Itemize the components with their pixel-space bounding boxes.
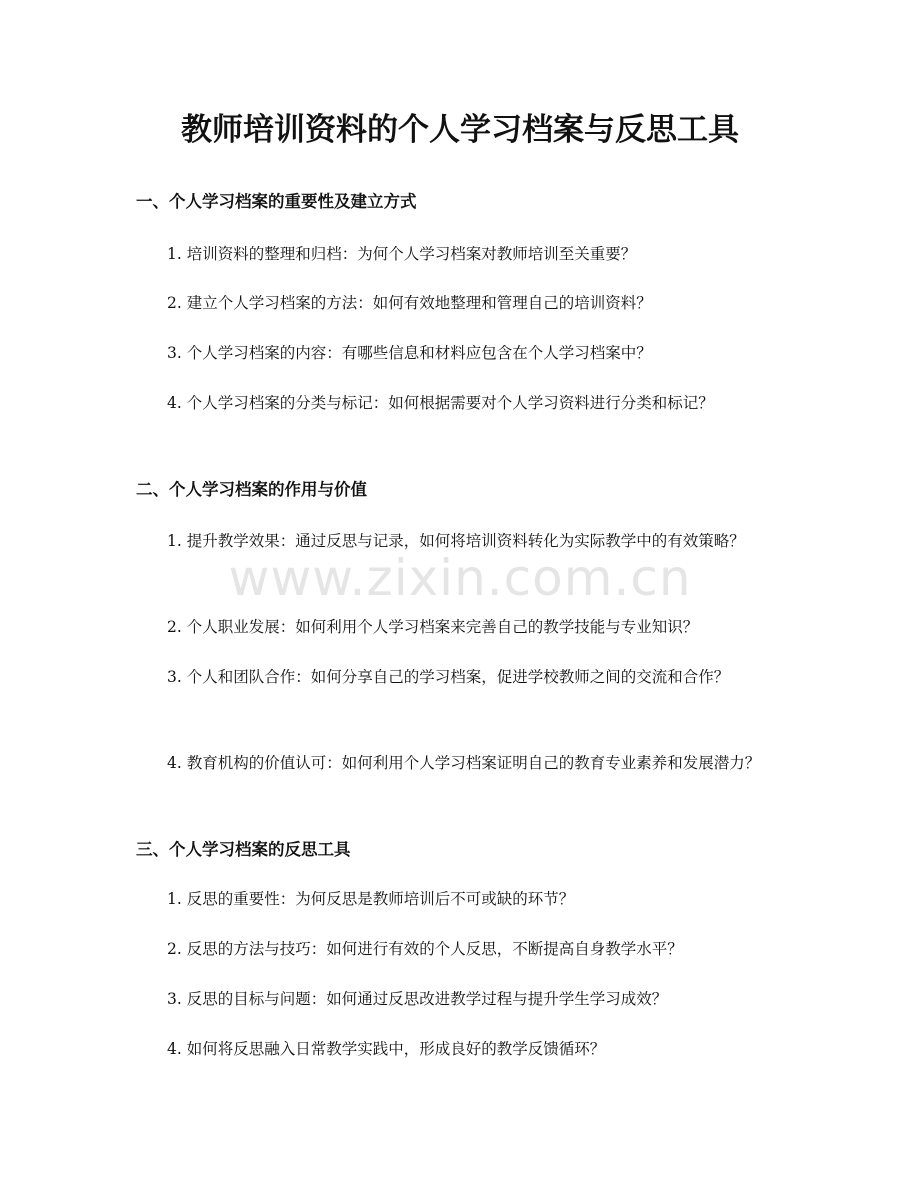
section-heading-1: 一、个人学习档案的重要性及建立方式: [136, 192, 417, 211]
section-2-item-2: 2. 个人职业发展：如何利用个人学习档案来完善自己的教学技能与专业知识？: [167, 618, 699, 636]
section-2-item-3: 3. 个人和团队合作：如何分享自己的学习档案，促进学校教师之间的交流和合作？: [167, 668, 730, 686]
section-3-item-4: 4. 如何将反思融入日常教学实践中，形成良好的教学反馈循环？: [167, 1040, 606, 1058]
section-heading-3: 三、个人学习档案的反思工具: [136, 840, 351, 859]
section-3-item-2: 2. 反思的方法与技巧：如何进行有效的个人反思，不断提高自身教学水平？: [167, 940, 683, 958]
section-3-item-3: 3. 反思的目标与问题：如何通过反思改进教学过程与提升学生学习成效？: [167, 990, 668, 1008]
section-3-item-1: 1. 反思的重要性：为何反思是教师培训后不可或缺的环节？: [167, 890, 575, 908]
section-1-item-1: 1. 培训资料的整理和归档：为何个人学习档案对教师培训至关重要？: [167, 245, 637, 263]
section-1-item-3: 3. 个人学习档案的内容：有哪些信息和材料应包含在个人学习档案中？: [167, 344, 652, 362]
section-heading-2: 二、个人学习档案的作用与价值: [136, 480, 367, 499]
section-2-item-1: 1. 提升教学效果：通过反思与记录，如何将培训资料转化为实际教学中的有效策略？: [167, 532, 745, 550]
document-title: 教师培训资料的个人学习档案与反思工具: [181, 112, 739, 148]
section-1-item-4: 4. 个人学习档案的分类与标记：如何根据需要对个人学习资料进行分类和标记？: [167, 394, 714, 412]
section-2-item-4: 4. 教育机构的价值认可：如何利用个人学习档案证明自己的教育专业素养和发展潜力？: [167, 754, 761, 772]
watermark-text: www.zixin.com.cn: [228, 549, 692, 607]
section-1-item-2: 2. 建立个人学习档案的方法：如何有效地整理和管理自己的培训资料？: [167, 294, 652, 312]
